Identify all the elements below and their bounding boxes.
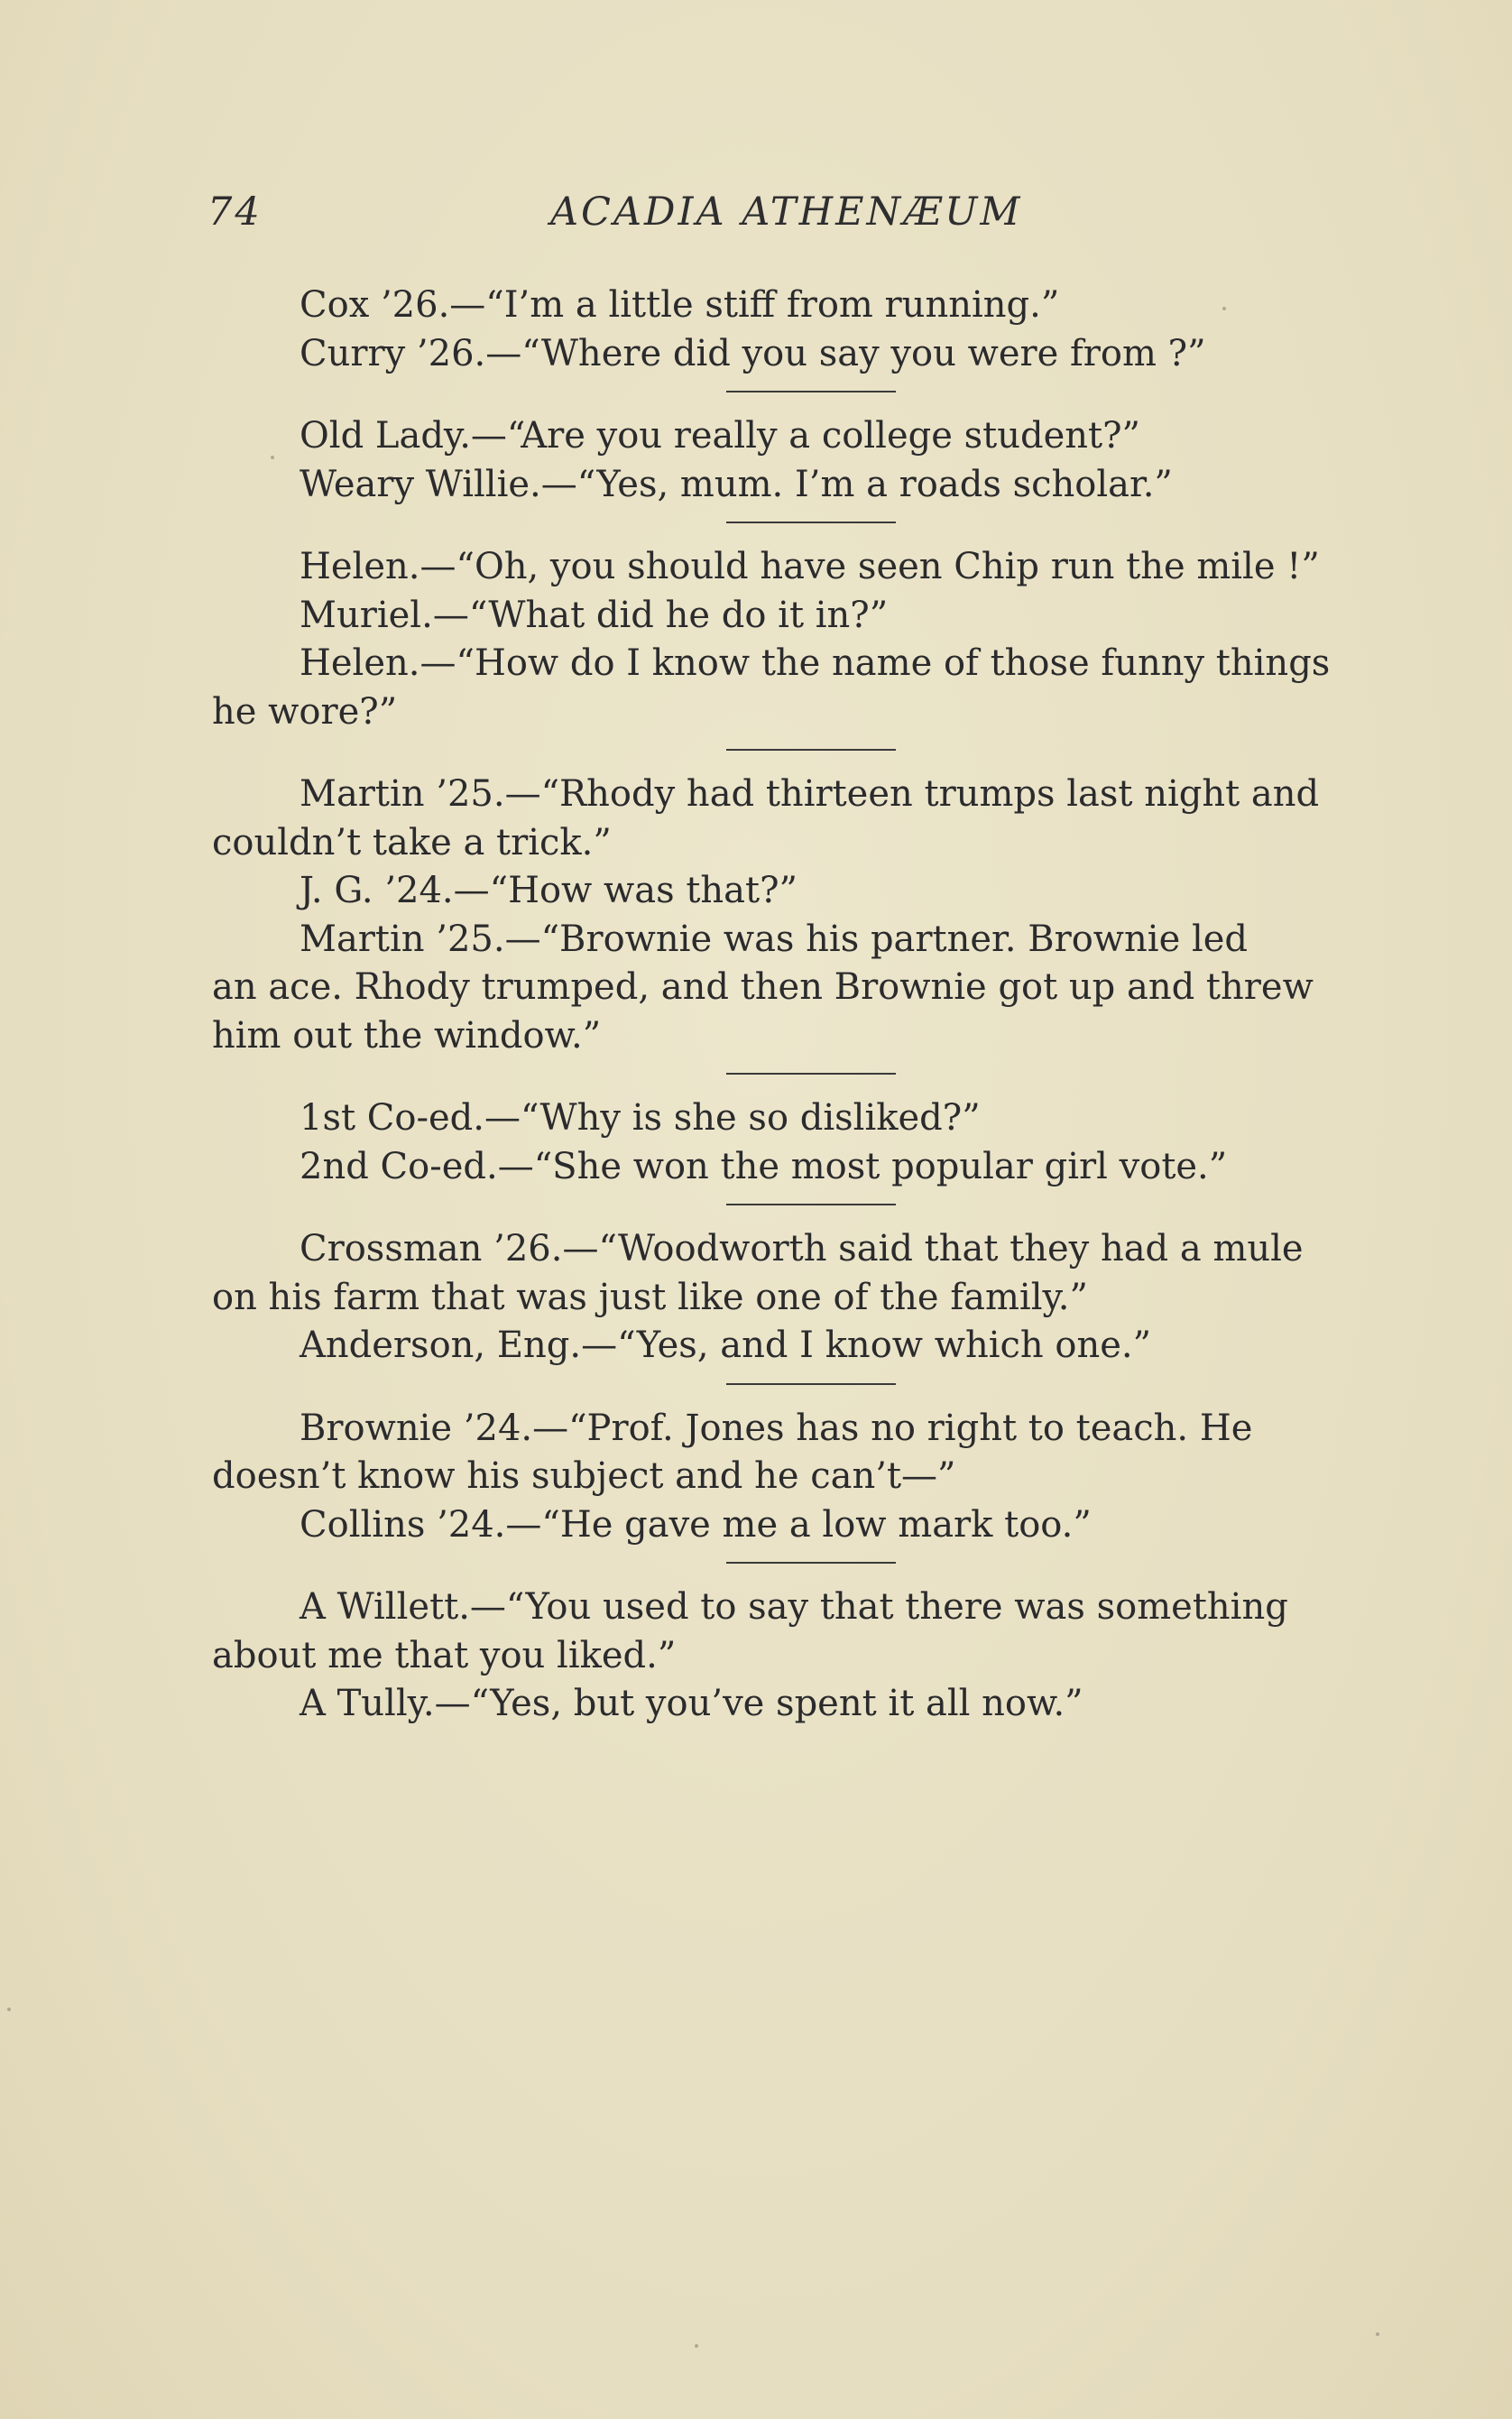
joke-6 <box>212 1225 1416 1371</box>
dialogue-line: he wore?” <box>212 690 398 733</box>
joke-8 <box>212 1583 1416 1729</box>
paper-speck <box>271 456 274 459</box>
dialogue-line: J. G. ’24.—“How was that?” <box>300 870 797 911</box>
jokes-column <box>212 282 1416 1729</box>
paper-speck <box>1376 2332 1379 2336</box>
dialogue-line: Helen.—“How do I know the name of those funny things <box>300 642 1331 684</box>
dialogue-line: doesn’t know his subject and he can’t—” <box>212 1455 956 1497</box>
dialogue-line: 2nd Co-ed.—“She won the most popular girl vote.” <box>300 1145 1228 1187</box>
joke-2 <box>212 412 1416 509</box>
dialogue-line: Crossman ’26.—“Woodworth said that they had a mule <box>300 1228 1304 1270</box>
dialogue-line: about me that you liked.” <box>212 1634 677 1676</box>
dialogue-line: Weary Willie.—“Yes, mum. I’m a roads scholar.” <box>300 463 1173 505</box>
section-divider <box>726 391 896 392</box>
dialogue-line: couldn’t take a trick.” <box>212 821 612 863</box>
dialogue-line: Curry ’26.—“Where did you say you were from ?” <box>300 332 1206 374</box>
dialogue-line: Helen.—“Oh, you should have seen Chip run the mile !” <box>300 546 1320 587</box>
section-divider <box>726 749 896 751</box>
dialogue-line: Collins ’24.—“He gave me a low mark too.” <box>300 1503 1092 1546</box>
section-divider <box>726 522 896 523</box>
dialogue-line: an ace. Rhody trumped, and then Brownie got up and threw <box>212 966 1314 1008</box>
dialogue-line: Anderson, Eng.—“Yes, and I know which one.” <box>300 1325 1152 1366</box>
dialogue-line: 1st Co-ed.—“Why is she so disliked?” <box>300 1097 981 1139</box>
dialogue-line: Cox ’26.—“I’m a little stiff from running.” <box>300 284 1060 326</box>
dialogue-line: Muriel.—“What did he do it in?” <box>300 594 889 636</box>
joke-3 <box>212 543 1416 736</box>
dialogue-line: him out the window.” <box>212 1014 602 1057</box>
section-divider <box>726 1383 896 1385</box>
section-divider <box>726 1073 896 1075</box>
dialogue-line: on his farm that was just like one of the family.” <box>212 1276 1088 1318</box>
dialogue-line: Brownie ’24.—“Prof. Jones has no right to teach. He <box>300 1407 1253 1449</box>
joke-5 <box>212 1094 1416 1191</box>
section-divider <box>726 1204 896 1205</box>
dialogue-line: Martin ’25.—“Brownie was his partner. Brownie led <box>300 918 1249 960</box>
paper-speck <box>7 2008 11 2011</box>
dialogue-line: A Tully.—“Yes, but you’ve spent it all now.” <box>300 1683 1083 1724</box>
journal-title: ACADIA ATHENÆUM <box>550 189 1023 235</box>
joke-4 <box>212 771 1416 1060</box>
section-divider <box>726 1562 896 1564</box>
running-head <box>207 189 1412 244</box>
paper-speck <box>695 2344 698 2348</box>
joke-1 <box>212 282 1416 378</box>
dialogue-line: A Willett.—“You used to say that there was something <box>300 1586 1288 1628</box>
page-number: 74 <box>207 189 263 235</box>
joke-7 <box>212 1405 1416 1550</box>
dialogue-line: Martin ’25.—“Rhody had thirteen trumps last night and <box>300 773 1320 815</box>
dialogue-line: Old Lady.—“Are you really a college student?” <box>300 415 1140 457</box>
paper-speck <box>1222 307 1226 310</box>
